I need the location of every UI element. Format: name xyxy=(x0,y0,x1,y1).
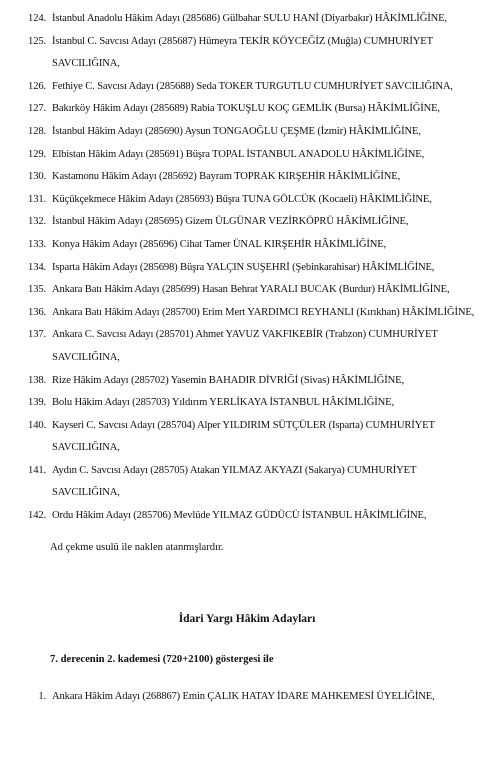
item-text: Ankara Batı Hâkim Adayı (285699) Hasan Behrat YARALI BUCAK (Burdur) HÂKİMLİĞİNE, xyxy=(52,284,450,296)
list-item xyxy=(18,98,488,121)
item-text: Küçükçekmece Hâkim Adayı (285693) Büşra TUNA GÖLCÜK (Kocaeli) HÂKİMLİĞİNE, xyxy=(52,193,432,205)
item-number: 132. xyxy=(28,216,46,228)
list-item xyxy=(18,31,488,76)
list-item xyxy=(18,76,488,99)
item-number: 141. xyxy=(28,464,46,476)
item-text: Fethiye C. Savcısı Adayı (285688) Seda TOKER TURGUTLU CUMHURİYET SAVCILIĞINA, xyxy=(52,80,453,92)
list-item xyxy=(18,8,488,31)
item-text: İstanbul Anadolu Hâkim Adayı (285686) Gülbahar SULU HANİ (Diyarbakır) HÂKİMLİĞİNE, xyxy=(52,13,447,24)
section-list xyxy=(18,686,488,709)
grade-subheading: 7. derecenin 2. kademesi (720+2100) göstergesi ile xyxy=(50,654,274,665)
item-text: Bolu Hâkim Adayı (285703) Yıldırım YERLİKAYA İSTANBUL HÂKİMLİĞİNE, xyxy=(52,397,394,409)
section-title: İdari Yargı Hâkim Adayları xyxy=(178,613,316,625)
item-text: İstanbul Hâkim Adayı (285695) Gizem ÜLGÜNAR VEZİRKÖPRÜ HÂKİMLİĞİNE, xyxy=(52,216,409,228)
item-number: 139. xyxy=(28,397,46,409)
item-number: 1. xyxy=(38,691,46,702)
list-item xyxy=(18,686,488,709)
item-text: İstanbul C. Savcısı Adayı (285687) Hümeyra TEKİR KÖYCEĞİZ (Muğla) CUMHURİYET xyxy=(52,35,433,47)
item-text: Ordu Hâkim Adayı (285706) Mevlüde YILMAZ GÜDÜCÜ İSTANBUL HÂKİMLİĞİNE, xyxy=(52,510,427,522)
item-number: 138. xyxy=(28,374,46,386)
item-number: 136. xyxy=(28,306,46,318)
item-number: 133. xyxy=(28,238,46,250)
item-number: 125. xyxy=(28,35,46,47)
list-item xyxy=(18,302,488,325)
list-item xyxy=(18,121,488,144)
item-text: Ankara C. Savcısı Adayı (285701) Ahmet YAVUZ VAKFIKEBİR (Trabzon) CUMHURİYET xyxy=(52,329,438,341)
item-number: 134. xyxy=(28,261,46,273)
item-text-continuation: SAVCILIĞINA, xyxy=(52,58,120,70)
item-text: Elbistan Hâkim Adayı (285691) Büşra TOPAL İSTANBUL ANADOLU HÂKİMLİĞİNE, xyxy=(52,148,425,160)
item-number: 128. xyxy=(28,125,46,137)
list-item xyxy=(18,166,488,189)
appointment-list xyxy=(18,8,488,528)
appointment-note: Ad çekme usulü ile naklen atanmışlardır. xyxy=(50,542,224,553)
item-text: Rize Hâkim Adayı (285702) Yasemin BAHADIR DİVRİĞİ (Sivas) HÂKİMLİĞİNE, xyxy=(52,374,404,386)
list-item xyxy=(18,460,488,505)
item-text: Konya Hâkim Adayı (285696) Cihat Tamer ÜNAL KIRŞEHİR HÂKİMLİĞİNE, xyxy=(52,238,387,250)
item-text-continuation: SAVCILIĞINA, xyxy=(52,351,120,363)
list-item xyxy=(18,234,488,257)
list-item xyxy=(18,324,488,369)
item-number: 137. xyxy=(28,329,46,341)
item-text-continuation: SAVCILIĞINA, xyxy=(52,442,120,454)
item-number: 130. xyxy=(28,171,46,183)
list-item xyxy=(18,189,488,212)
item-text: Aydın C. Savcısı Adayı (285705) Atakan YILMAZ AKYAZI (Sakarya) CUMHURİYET xyxy=(52,464,417,476)
item-number: 129. xyxy=(28,148,46,160)
list-item xyxy=(18,211,488,234)
item-number: 140. xyxy=(28,419,46,431)
item-number: 127. xyxy=(28,103,46,115)
item-text: Ankara Batı Hâkim Adayı (285700) Erim Mert YARDIMCI REYHANLI (Kırıkhan) HÂKİMLİĞİNE, xyxy=(52,306,475,318)
item-text-continuation: SAVCILIĞINA, xyxy=(52,487,120,499)
item-number: 135. xyxy=(28,284,46,296)
item-text: Kayseri C. Savcısı Adayı (285704) Alper YILDIRIM SÜTÇÜLER (Isparta) CUMHURİYET xyxy=(52,419,435,431)
list-item xyxy=(18,279,488,302)
item-text: Ankara Hâkim Adayı (268867) Emin ÇALIK HATAY İDARE MAHKEMESİ ÜYELİĞİNE, xyxy=(52,691,435,702)
item-text: İstanbul Hâkim Adayı (285690) Aysun TONGAOĞLU ÇEŞME (İzmir) HÂKİMLİĞİNE, xyxy=(52,125,421,137)
item-number: 126. xyxy=(28,80,46,92)
list-item xyxy=(18,370,488,393)
item-number: 142. xyxy=(28,510,46,522)
item-text: Isparta Hâkim Adayı (285698) Büşra YALÇIN SUŞEHRİ (Şebinkarahisar) HÂKİMLİĞİNE, xyxy=(52,261,435,273)
list-item xyxy=(18,415,488,460)
item-text: Bakırköy Hâkim Adayı (285689) Rabia TOKUŞLU KOÇ GEMLİK (Bursa) HÂKİMLİĞİNE, xyxy=(52,103,440,115)
list-item xyxy=(18,144,488,167)
list-item xyxy=(18,392,488,415)
list-item xyxy=(18,257,488,280)
item-number: 124. xyxy=(28,13,46,24)
item-text: Kastamonu Hâkim Adayı (285692) Bayram TOPRAK KIRŞEHİR HÂKİMLİĞİNE, xyxy=(52,171,401,183)
list-item xyxy=(18,505,488,528)
item-number: 131. xyxy=(28,193,46,205)
